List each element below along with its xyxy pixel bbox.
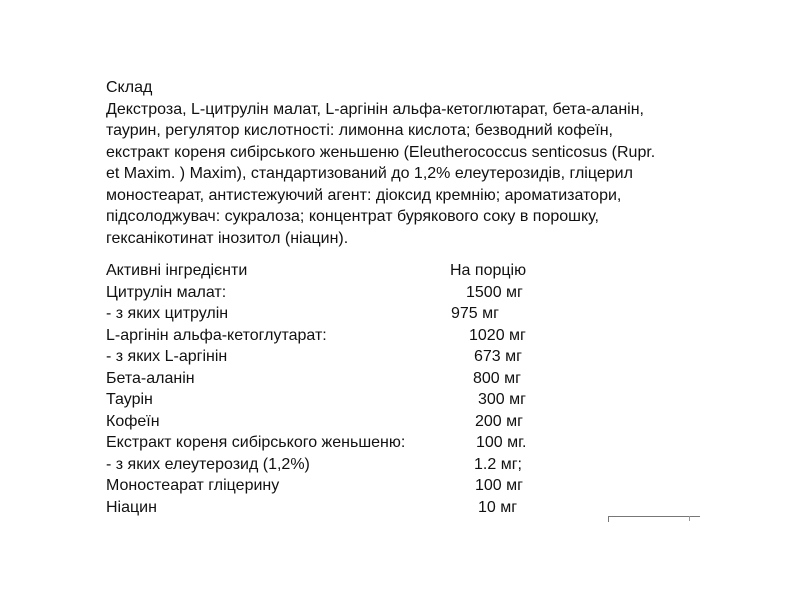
column-header-ingredient: Активні інгредієнти [106, 262, 248, 279]
composition-line: моностеарат, антистежуючий агент: діоксид кремнію; ароматизатори, [106, 186, 622, 204]
ingredient-name: Моностеарат гліцерину [106, 477, 280, 494]
composition-text [106, 99, 726, 250]
ingredient-amount: 100 мг. [476, 434, 527, 451]
composition-section [106, 77, 726, 249]
ingredient-name: Таурін [106, 391, 153, 408]
ingredient-name: Кофеїн [106, 412, 160, 430]
table-row [106, 411, 566, 433]
composition-line: екстракт кореня сибірського женьшеню (Eleutherococcus senticosus (Rupr. [106, 143, 656, 161]
ingredient-name: Цитрулін малат: [106, 283, 227, 301]
ingredient-name: - з яких L-аргінін [106, 348, 228, 365]
ingredient-amount: 975 мг [451, 305, 499, 322]
ingredient-amount: 1020 мг [469, 326, 526, 344]
ingredient-amount: 800 мг [473, 369, 521, 387]
composition-line: Декстроза, L-цитрулін малат, L-аргінін альфа-кетоглютарат, бета-аланін, [106, 100, 644, 118]
ingredient-amount: 673 мг [474, 348, 522, 365]
composition-line: таурин, регулятор кислотності: лимонна кислота; безводний кофеїн, [106, 122, 613, 139]
table-row [106, 454, 566, 476]
ingredient-name: Бета-аланін [106, 369, 195, 387]
ingredient-name: - з яких цитрулін [106, 305, 229, 322]
ingredient-name: Ніацин [106, 498, 157, 516]
composition-line: et Maxim. ) Maxim), стандартизований до 1,2% елеутерозидів, гліцерил [106, 165, 633, 182]
table-row [106, 325, 566, 347]
ingredient-amount: 100 мг [475, 477, 523, 494]
ingredient-amount: 300 мг [478, 391, 526, 408]
scan-border-artifact [608, 516, 700, 523]
table-row [106, 475, 566, 497]
table-row [106, 368, 566, 390]
composition-title: Склад [106, 79, 153, 96]
ingredient-amount: 1.2 мг; [474, 455, 522, 473]
table-row [106, 303, 566, 325]
table-header-row [106, 260, 566, 282]
table-row [106, 346, 566, 368]
composition-line: підсолоджувач: сукралоза; концентрат бурякового соку в порошку, [106, 208, 599, 225]
table-row [106, 389, 566, 411]
ingredient-name: - з яких елеутерозид (1,2%) [106, 455, 310, 473]
active-ingredients-table [106, 260, 566, 518]
ingredient-name: L-аргінін альфа-кетоглутарат: [106, 326, 327, 344]
ingredient-amount: 10 мг [478, 498, 518, 516]
table-row [106, 497, 566, 519]
composition-line: гексанікотинат інозитол (ніацин). [106, 229, 349, 247]
column-header-per-serving: На порцію [450, 262, 527, 279]
ingredient-amount: 200 мг [475, 412, 523, 430]
table-row [106, 282, 566, 304]
table-row [106, 432, 566, 454]
ingredient-name: Екстракт кореня сибірського женьшеню: [106, 434, 406, 451]
ingredient-amount: 1500 мг [466, 283, 523, 301]
